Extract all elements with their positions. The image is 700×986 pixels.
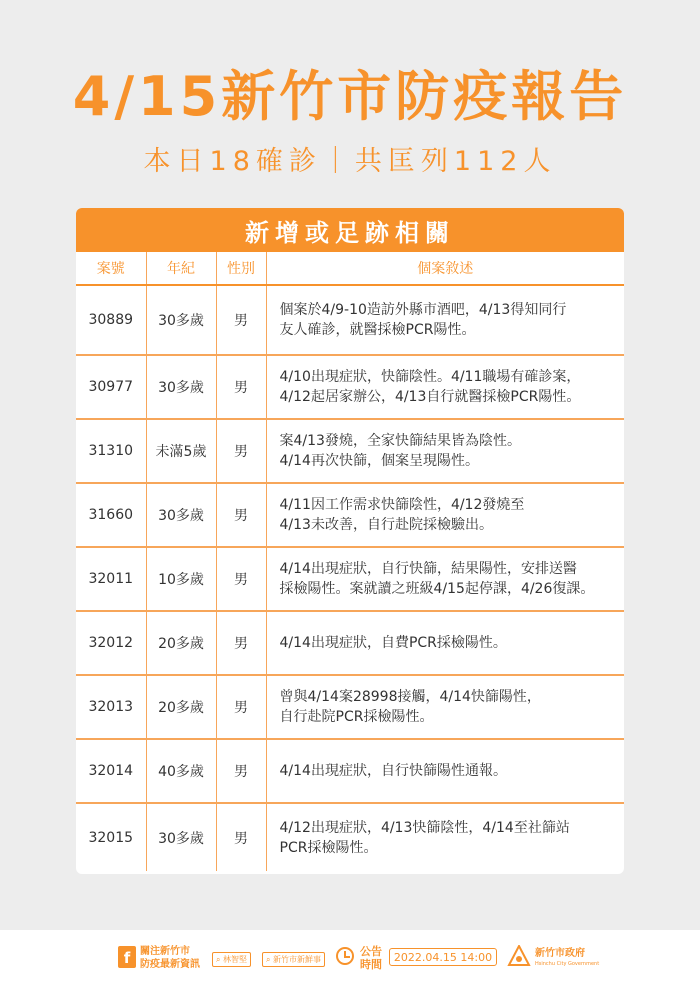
case-sex: 男	[216, 611, 266, 675]
column-header-id: 案號	[76, 252, 146, 285]
column-header-desc: 個案敘述	[266, 252, 624, 285]
table-header-row	[76, 252, 624, 285]
case-desc-line: 4/14再次快篩，個案呈現陽性。	[279, 453, 479, 469]
case-desc-line: 4/10出現症狀，快篩陰性。4/11職場有確診案，	[279, 369, 581, 385]
footer-bar	[0, 930, 700, 986]
case-age: 20多歲	[146, 611, 216, 675]
city-logo-icon	[507, 945, 531, 967]
case-table	[76, 252, 624, 871]
case-sex: 男	[216, 355, 266, 419]
case-age: 30多歲	[146, 483, 216, 547]
case-description	[266, 611, 624, 675]
case-description	[266, 803, 624, 871]
case-desc-line: 採檢陽性。案就讀之班級4/15起停課，4/26復課。	[279, 581, 595, 597]
facebook-icon[interactable]: f	[118, 946, 136, 968]
case-id: 31310	[76, 419, 146, 483]
card-header: 新增或足跡相關	[76, 208, 624, 252]
case-age: 30多歲	[146, 355, 216, 419]
case-id: 32012	[76, 611, 146, 675]
case-description	[266, 675, 624, 739]
case-id: 32015	[88, 829, 134, 846]
case-desc-line: 友人確診，就醫採檢PCR陽性。	[279, 322, 476, 338]
search-box-news[interactable]	[262, 952, 325, 967]
case-sex: 男	[216, 675, 266, 739]
case-desc-line: 個案於4/9-10造訪外縣市酒吧，4/13得知同行	[279, 302, 567, 318]
case-id: 32011	[76, 547, 146, 611]
case-id: 32014	[76, 739, 146, 803]
case-desc-line: 4/11因工作需求快篩陰性，4/12發燒至	[279, 497, 525, 513]
case-desc-line: 4/12起居家辦公，4/13自行就醫採檢PCR陽性。	[279, 389, 581, 405]
case-desc-line: 4/12出現症狀，4/13快篩陰性，4/14至社篩站	[279, 819, 570, 836]
clock-icon	[336, 947, 354, 965]
search-icon: ⌕	[216, 955, 221, 964]
table-row	[76, 483, 624, 547]
table-row	[76, 803, 624, 871]
case-description	[266, 419, 624, 483]
follow-text-line1: 關注新竹市	[140, 946, 190, 957]
case-description	[266, 355, 624, 419]
case-id: 31660	[76, 483, 146, 547]
case-desc-line: 曾與4/14案28998接觸，4/14快篩陽性，	[279, 689, 541, 705]
table-row	[76, 611, 624, 675]
case-id: 32013	[76, 675, 146, 739]
search-box-mayor[interactable]	[212, 952, 251, 967]
column-header-sex: 性別	[216, 252, 266, 285]
case-desc-line: 自行赴院PCR採檢陽性。	[279, 709, 434, 725]
case-desc-line: 4/14出現症狀，自行快篩，結果陽性，安排送醫	[279, 561, 577, 577]
case-description	[266, 285, 624, 355]
case-id: 30889	[76, 285, 146, 355]
case-card	[76, 208, 624, 874]
column-header-age: 年紀	[146, 252, 216, 285]
case-sex: 男	[216, 547, 266, 611]
case-description	[266, 739, 624, 803]
report-title: 4/15新竹市防疫報告	[72, 65, 628, 128]
case-age: 30多歲	[146, 803, 216, 871]
case-description	[266, 483, 624, 547]
table-row	[76, 675, 624, 739]
government-name-en: Hsinchu City Government	[535, 961, 600, 967]
case-desc-line: 4/13未改善，自行赴院採檢驗出。	[279, 517, 493, 533]
case-desc-line: 案4/13發燒，全家快篩結果皆為陰性。	[279, 433, 521, 449]
case-age: 30多歲	[146, 285, 216, 355]
case-desc-line: 4/14出現症狀，自費PCR採檢陽性。	[279, 635, 507, 651]
follow-text-line2: 防疫最新資訊	[140, 959, 200, 970]
case-description	[266, 547, 624, 611]
case-id: 30977	[76, 355, 146, 419]
table-row	[76, 419, 624, 483]
case-age: 40多歲	[146, 739, 216, 803]
table-row	[76, 285, 624, 355]
table-row	[76, 547, 624, 611]
case-desc-line: 4/14出現症狀，自行快篩陽性通報。	[279, 763, 507, 779]
case-desc-line: PCR採檢陽性。	[279, 839, 378, 856]
case-sex: 男	[216, 739, 266, 803]
case-sex: 男	[216, 483, 266, 547]
case-age: 10多歲	[146, 547, 216, 611]
case-sex: 男	[216, 419, 266, 483]
announce-datetime: 2022.04.15 14:00	[389, 948, 497, 966]
notice-label-line1: 公告	[360, 945, 382, 958]
search-icon: ⌕	[266, 955, 271, 964]
notice-label-line2: 時間	[360, 958, 382, 971]
case-sex: 男	[216, 803, 266, 871]
table-row	[76, 739, 624, 803]
search-box-label: 林智堅	[223, 955, 248, 964]
government-name: 新竹市政府	[535, 948, 585, 959]
report-subtitle: 本日18確診｜共匡列112人	[143, 146, 557, 177]
case-age: 未滿5歲	[146, 419, 216, 483]
case-age: 20多歲	[146, 675, 216, 739]
search-box-label: 新竹市新鮮事	[273, 955, 322, 964]
case-sex: 男	[216, 285, 266, 355]
table-row	[76, 355, 624, 419]
